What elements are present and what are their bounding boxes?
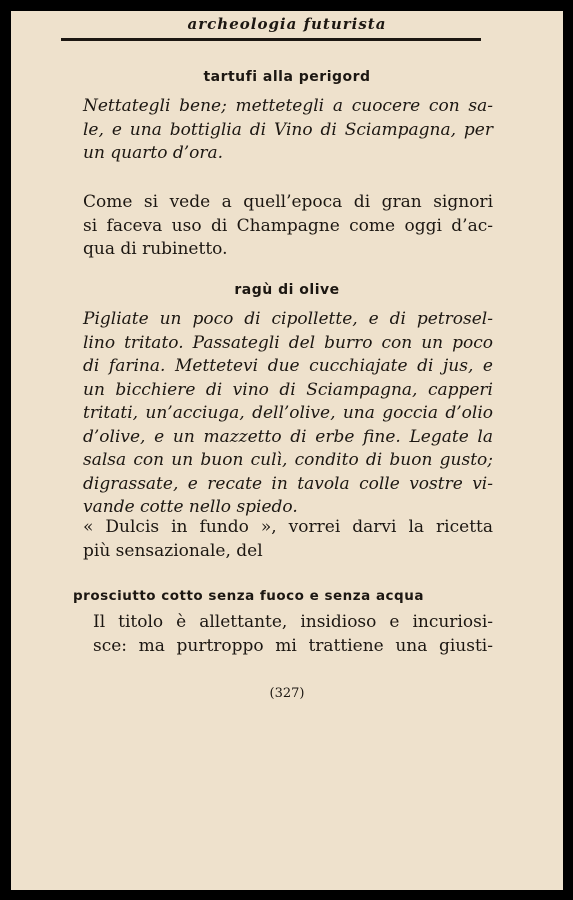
text-line: di farina. Mettetevi due cucchiajate di jus, e — [83, 356, 493, 376]
text-line: Come si vede a quell’epoca di gran signori — [83, 192, 493, 212]
book-page — [11, 11, 563, 890]
text-line: un quarto d’ora. — [83, 143, 224, 163]
text-line: « Dulcis in fundo », vorrei darvi la ricetta — [83, 517, 493, 537]
page-number: (327) — [269, 686, 305, 701]
text-line: un bicchiere di vino di Sciampagna, capperi — [83, 379, 493, 400]
recipe-text-ragu — [83, 308, 493, 520]
text-line: si faceva uso di Champagne come oggi d’ac- — [83, 215, 493, 236]
text-line: tritati, un’acciuga, dell’olive, una goccia d’olio — [83, 403, 493, 423]
header-rule — [61, 38, 481, 41]
text-line: salsa con un buon culì, condito di buon gusto; — [83, 450, 493, 470]
text-line: digrassate, e recate in tavola colle vostre vi- — [83, 473, 493, 494]
running-head: archeologia futurista — [187, 15, 387, 33]
text-line: d’olive, e un mazzetto di erbe fine. Legate la — [83, 426, 493, 447]
comment-text-tartufi — [83, 191, 493, 262]
text-line: le, e una bottiglia di Vino di Sciampagna, per — [83, 119, 493, 140]
text-line: vande cotte nello spiedo. — [83, 497, 298, 517]
text-line: Pigliate un poco di cipollette, e di petrosel- — [83, 309, 493, 329]
comment-text-prosciutto — [93, 611, 493, 658]
comment-text-ragu — [83, 516, 493, 563]
text-line: lino tritato. Passategli del burro con un poco — [83, 332, 493, 353]
recipe-text-tartufi — [83, 95, 493, 166]
recipe-heading-prosciutto: prosciutto cotto senza fuoco e senza acqua — [73, 588, 424, 604]
text-line: sce: ma purtroppo mi trattiene una giusti- — [93, 635, 493, 656]
text-line: più sensazionale, del — [83, 540, 263, 561]
text-line: Il titolo è allettante, insidioso e incuriosi- — [93, 612, 493, 632]
recipe-heading-ragu: ragù di olive — [234, 282, 340, 298]
recipe-heading-tartufi: tartufi alla perigord — [203, 69, 371, 85]
text-line: Nettategli bene; mettetegli a cuocere con sa- — [83, 96, 493, 116]
text-line: qua di rubinetto. — [83, 239, 228, 259]
